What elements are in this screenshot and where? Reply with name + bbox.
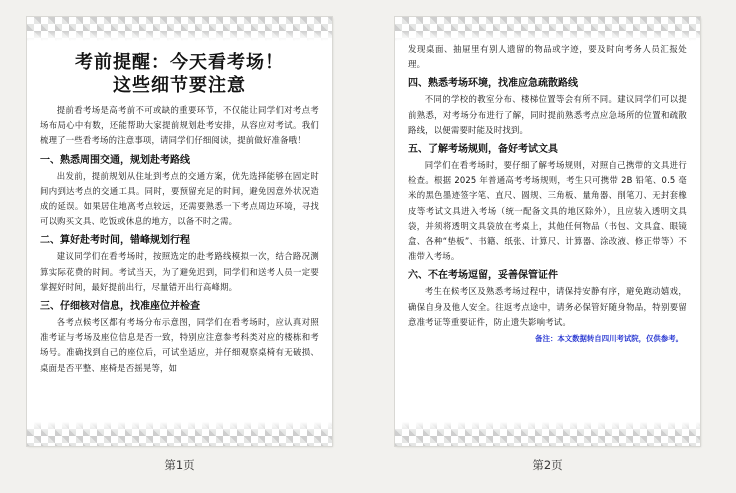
diamond-pattern-header <box>395 17 700 41</box>
source-note: 备注：本文数据转自四川考试院，仅供参考。 <box>535 334 683 344</box>
page-content <box>40 51 319 376</box>
title-line-1: 考前提醒：今天看考场！ <box>75 52 284 73</box>
page-sheet <box>27 17 332 446</box>
intro-paragraph: 提前看考场是高考前不可或缺的重要环节，不仅能让同学们对考点考场布局心中有数，还能帮助大家提前规划赴考安排，从容应对考试。我们梳理了一些看考场的注意事项，请同学们仔细阅读，提前做好准备哦！ <box>40 105 319 146</box>
section-text-6: 考生在候考区及熟悉考场过程中，请保持安静有序，避免跑动嬉戏，确保自身及他人安全。往返考点途中，请务必保管好随身物品，特别要留意准考证等重要证件，防止遗失影响考试。 <box>408 286 687 327</box>
page-content <box>408 42 687 346</box>
section-text-1: 出发前，提前规划从住址到考点的交通方案，优先选择能够在固定时间内到达考点的交通工具。同时，要预留充足的时间，避免因意外状况造成的延误。如果居住地离考点较远，还需要熟悉一下考点周边环境，寻找可以购买文具、吃饭或休息的地方，以备不时之需。 <box>40 170 319 227</box>
section-heading-3: 三、仔细核对信息，找准座位并检查 <box>40 301 200 313</box>
document-title <box>40 51 319 97</box>
section-heading-1: 一、熟悉周围交通，规划赴考路线 <box>40 154 190 166</box>
section-text-2: 建议同学们在看考场时，按照选定的赴考路线模拟一次，结合路况测算实际花费的时间。考试当天，为了避免迟到，同学们和送考人员一定要掌握好时间，最好提前出行，尽量错开出行高峰期。 <box>40 251 319 292</box>
title-line-2: 这些细节要注意 <box>113 75 246 96</box>
page-number-label: 第2页 <box>532 458 563 472</box>
page-number-label: 第1页 <box>164 458 195 472</box>
section-text-4: 不同的学校的教室分布、楼梯位置等会有所不同。建议同学们可以提前熟悉，对考场分布进行了解，同时提前熟悉考点应急场所的位置和疏散路线，以便需要时能及时找到。 <box>408 94 687 135</box>
diamond-pattern-footer <box>395 422 700 446</box>
section-text-5: 同学们在看考场时，要仔细了解考场规则，对照自己携带的文具进行检查。根据 2025 年普通高考考场规则，考生只可携带 2B 铅笔、0.5 毫米的黑色墨迹签字笔、直尺、圆规、三角板、量角器、削笔刀、无封套橡皮等考试文具进入考场（统一配备文具的地区除外），且应装入透明文具袋，并须将透明文具袋放在考桌上，其他任何物品（书包、文具盒、眼镜盒、各种“垫板”、书籍、纸张、计算尺、计算器、涂改液、修正带等）不准带入考场。 <box>408 160 687 262</box>
diamond-pattern-footer <box>27 422 332 446</box>
diamond-pattern-header <box>27 17 332 41</box>
page-2 <box>395 17 700 472</box>
section-heading-6: 六、不在考场逗留，妥善保管证件 <box>408 270 558 282</box>
continuation-paragraph: 发现桌面、抽屉里有别人遗留的物品或字迹，要及时向考务人员汇报处理。 <box>408 44 687 70</box>
page-1 <box>27 17 332 472</box>
section-heading-4: 四、熟悉考场环境，找准应急疏散路线 <box>408 78 578 90</box>
page-sheet <box>395 17 700 446</box>
section-heading-2: 二、算好赴考时间，错峰规划行程 <box>40 235 190 247</box>
section-heading-5: 五、了解考场规则，备好考试文具 <box>408 144 558 156</box>
section-text-3: 各考点候考区都有考场分布示意图，同学们在看考场时，应认真对照准考证与考场及座位信息是否一致，特别应注意参考科类对应的楼栋和考场号。准确找到自己的座位后，可试坐适应，并仔细观察桌椅有无破损、桌面是否平整、座椅是否摇晃等，如 <box>40 317 319 373</box>
